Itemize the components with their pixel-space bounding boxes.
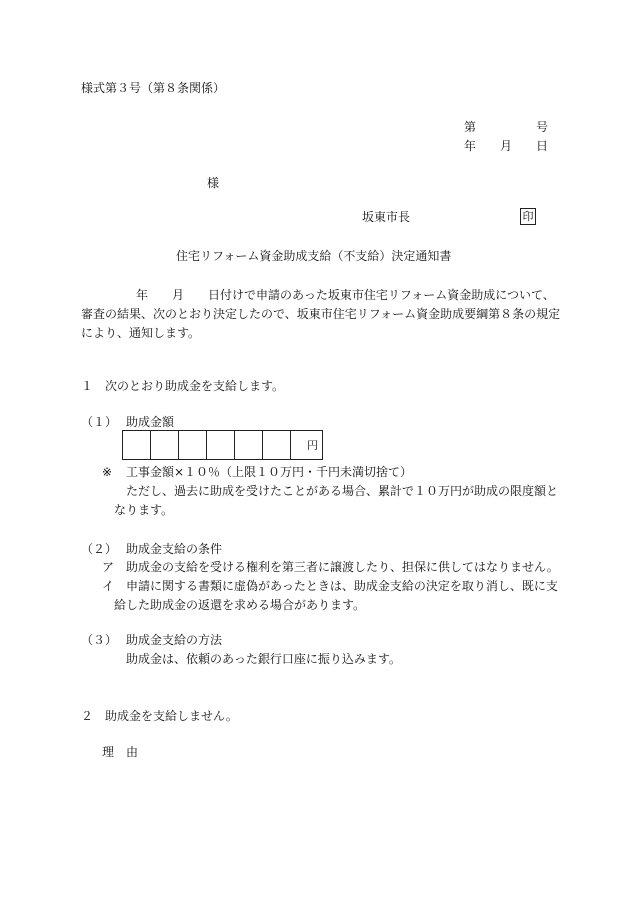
note-mark: ※ xyxy=(102,465,113,479)
form-number: 様式第３号（第８条関係） xyxy=(81,81,226,95)
sub3-number: （３） xyxy=(81,633,118,647)
seal-stamp: 印 xyxy=(520,208,536,225)
document-title: 住宅リフォーム資金助成支給（不支給）決定通知書 xyxy=(176,249,452,263)
sub3-text: 助成金は、依頼のあった銀行口座に振り込みます。 xyxy=(126,652,401,666)
intro-line3: により、通知します。 xyxy=(81,326,201,340)
intro-rest: 日付けで申請のあった坂東市住宅リフォーム資金助成について、 xyxy=(208,288,555,302)
intro-month: 月 xyxy=(172,288,185,302)
issuer: 坂東市長 xyxy=(362,210,411,224)
reason-label: 理 由 xyxy=(102,745,139,759)
date-year: 年 xyxy=(464,139,477,153)
section1-heading: １ 次のとおり助成金を支給します。 xyxy=(81,379,285,393)
yen-label: 円 xyxy=(307,439,318,452)
ref-go: 号 xyxy=(536,120,549,134)
amount-digit-box xyxy=(263,431,291,460)
amount-digit-box xyxy=(123,431,151,460)
sub2-item-i-line2: 給した助成金の返還を求める場合があります。 xyxy=(114,598,366,612)
intro-year: 年 xyxy=(136,288,149,302)
date-month: 月 xyxy=(500,139,513,153)
addressee-sama: 様 xyxy=(207,176,220,190)
sub2-item-i-line1: イ 申請に関する書類に虚偽があったときは、助成金支給の決定を取り消し、既に支 xyxy=(102,579,558,593)
note-text: 工事金額×１０％（上限１０万円・千円未満切捨て） xyxy=(126,465,413,479)
section2-heading: ２ 助成金を支給しません。 xyxy=(81,709,238,723)
intro-line2: 審査の結果、次のとおり決定したので、坂東市住宅リフォーム資金助成要綱第８条の規定 xyxy=(81,307,561,321)
amount-digit-box xyxy=(179,431,207,460)
sub2-item-a: ア 助成金の支給を受ける権利を第三者に譲渡したり、担保に供してはなりません。 xyxy=(102,560,559,574)
sub2-label: 助成金支給の条件 xyxy=(126,542,223,556)
amount-digit-box xyxy=(151,431,179,460)
amount-digit-box xyxy=(235,431,263,460)
sub2-number: （２） xyxy=(81,542,118,556)
sub1-label: 助成金額 xyxy=(126,415,175,429)
ref-dai: 第 xyxy=(464,120,477,134)
note2-line2: なります。 xyxy=(114,503,174,517)
amount-boxes xyxy=(122,430,323,460)
date-day: 日 xyxy=(536,139,549,153)
amount-digit-box xyxy=(207,431,235,460)
sub1-number: （１） xyxy=(81,415,118,429)
amount-yen-box xyxy=(291,431,323,460)
sub3-label: 助成金支給の方法 xyxy=(126,633,223,647)
note2-line1: ただし、過去に助成を受けたことがある場合、累計で１０万円が助成の限度額と xyxy=(126,484,559,498)
